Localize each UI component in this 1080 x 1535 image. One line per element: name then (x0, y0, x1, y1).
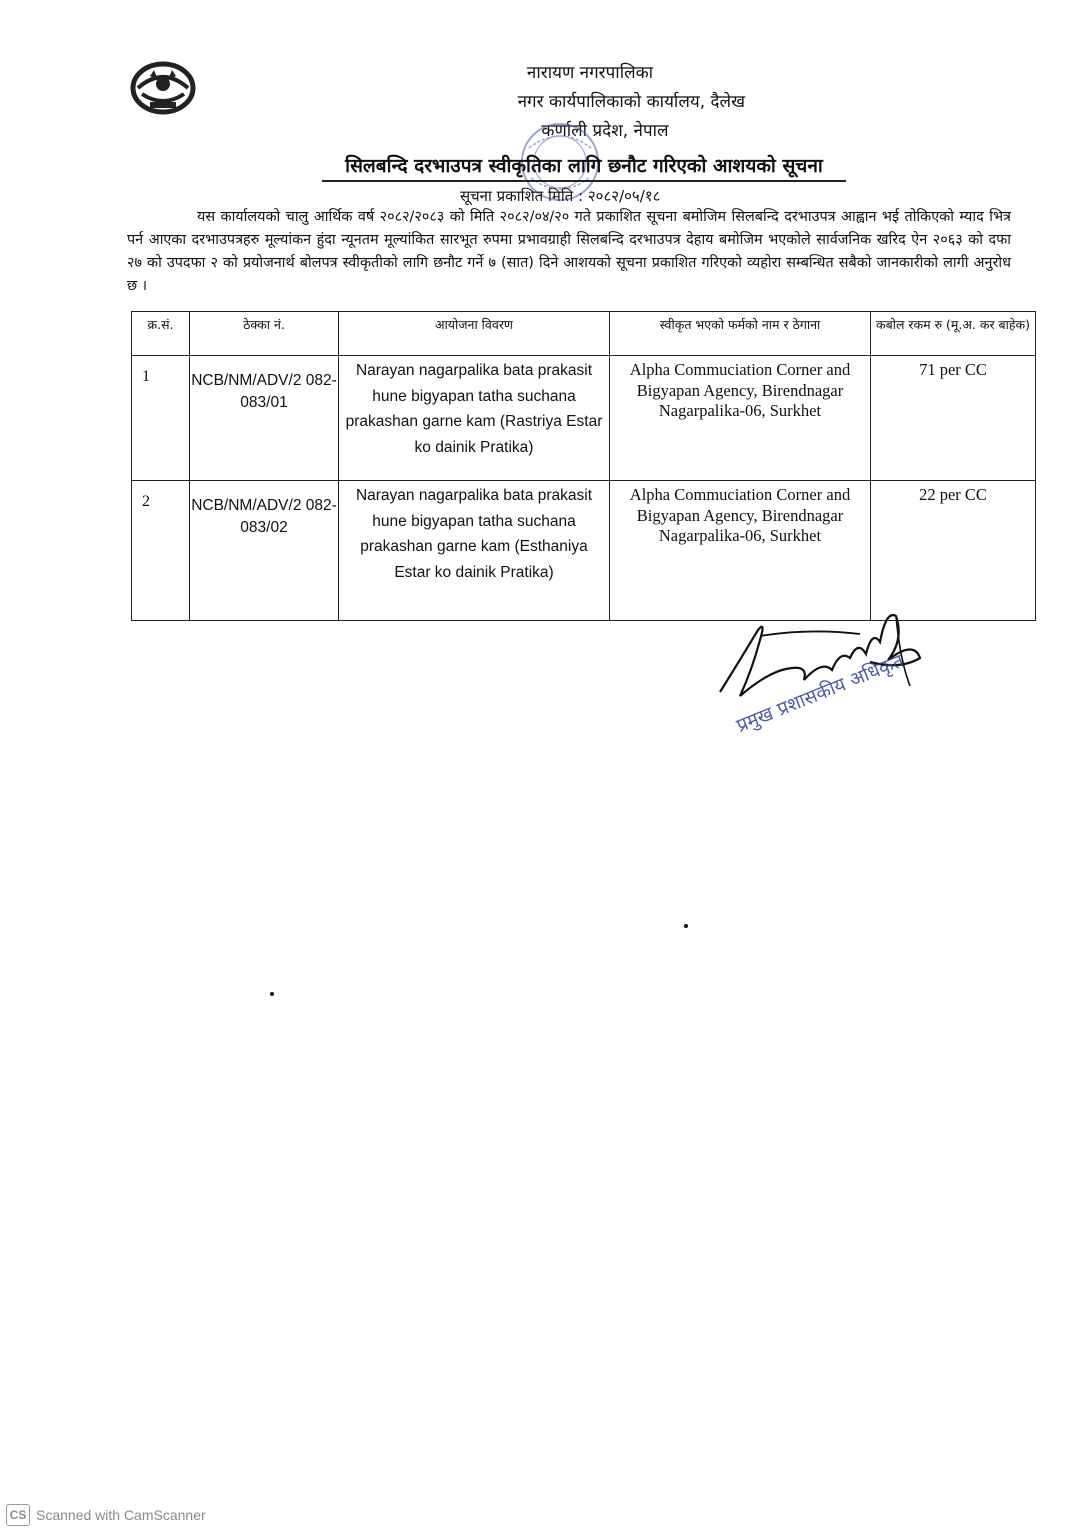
province-name: कर्णाली प्रदेश, नेपाल (541, 121, 669, 141)
nepal-emblem-icon (128, 58, 198, 116)
table-row (132, 356, 1036, 481)
row-amount: 22 per CC (871, 481, 1036, 621)
header-bid-amount: कबोल रकम रु (मू.अ. कर बाहेक) (871, 312, 1036, 356)
watermark-text: Scanned with CamScanner (36, 1507, 206, 1523)
selected-bids-table (131, 311, 1036, 621)
office-name: नगर कार्यपालिकाको कार्यालय, दैलेख (517, 92, 745, 112)
published-date: सूचना प्रकाशित मिति : २०८२/०५/१८ (460, 187, 661, 205)
header-project-description: आयोजना विवरण (339, 312, 610, 356)
scanner-watermark (6, 1504, 206, 1526)
notice-body: यस कार्यालयको चालु आर्थिक वर्ष २०८२/२०८३ को मिति २०८२/०४/२० गते प्रकाशित सूचना बमोजिम सिलबन्दि दरभाउपत्र आह्वान भई तोकिएको म्याद भित्र पर्न आएका दरभाउपत्रहरु मूल्यांकन हुंदा न्यूनतम मूल्यांकित सारभूत रुपमा प्रभावग्राही सिलबन्दि दरभाउपत्र देहाय बमोजिम भएकोले सार्वजनिक खरिद ऐन २०६३ को दफा २७ को उपदफा २ को प्रयोजनार्थ बोलपत्र स्वीकृतीको लागि छनौट गर्ने ७ (सात) दिने आशयको सूचना प्रकाशित गरिएको व्यहोरा सम्बन्धित सबैको जानकारीको लागी अनुरोध छ । (127, 209, 1011, 294)
org-name: नारायण नगरपालिका (526, 63, 654, 83)
header-contract-no: ठेक्का नं. (190, 312, 339, 356)
row-sn: 2 (132, 481, 190, 621)
header-firm: स्वीकृत भएको फर्मको नाम र ठेगाना (610, 312, 871, 356)
row-description: Narayan nagarpalika bata prakasit hune bigyapan tatha suchana prakashan garne kam (Rastriya Estar ko dainik Pratika) (339, 356, 610, 481)
row-description: Narayan nagarpalika bata prakasit hune bigyapan tatha suchana prakashan garne kam (Esthaniya Estar ko dainik Pratika) (339, 481, 610, 621)
signatory-title: प्रमुख प्रशासकीय अधिकृत (733, 649, 908, 738)
table-header-row (132, 312, 1036, 356)
row-contract-no: NCB/NM/ADV/2 082-083/01 (190, 356, 339, 481)
row-contract-no: NCB/NM/ADV/2 082-083/02 (190, 481, 339, 621)
scan-speck (270, 992, 274, 996)
row-firm: Alpha Commuciation Corner and Bigyapan Agency, Birendnagar Nagarpalika-06, Surkhet (610, 356, 871, 481)
row-amount: 71 per CC (871, 356, 1036, 481)
row-sn: 1 (132, 356, 190, 481)
notice-title: सिलबन्दि दरभाउपत्र स्वीकृतिका लागि छनौट गरिएको आशयको सूचना (322, 152, 846, 182)
row-firm: Alpha Commuciation Corner and Bigyapan Agency, Birendnagar Nagarpalika-06, Surkhet (610, 481, 871, 621)
scan-speck (684, 924, 688, 928)
camscanner-icon: CS (6, 1504, 30, 1526)
header-sn: क्र.सं. (132, 312, 190, 356)
